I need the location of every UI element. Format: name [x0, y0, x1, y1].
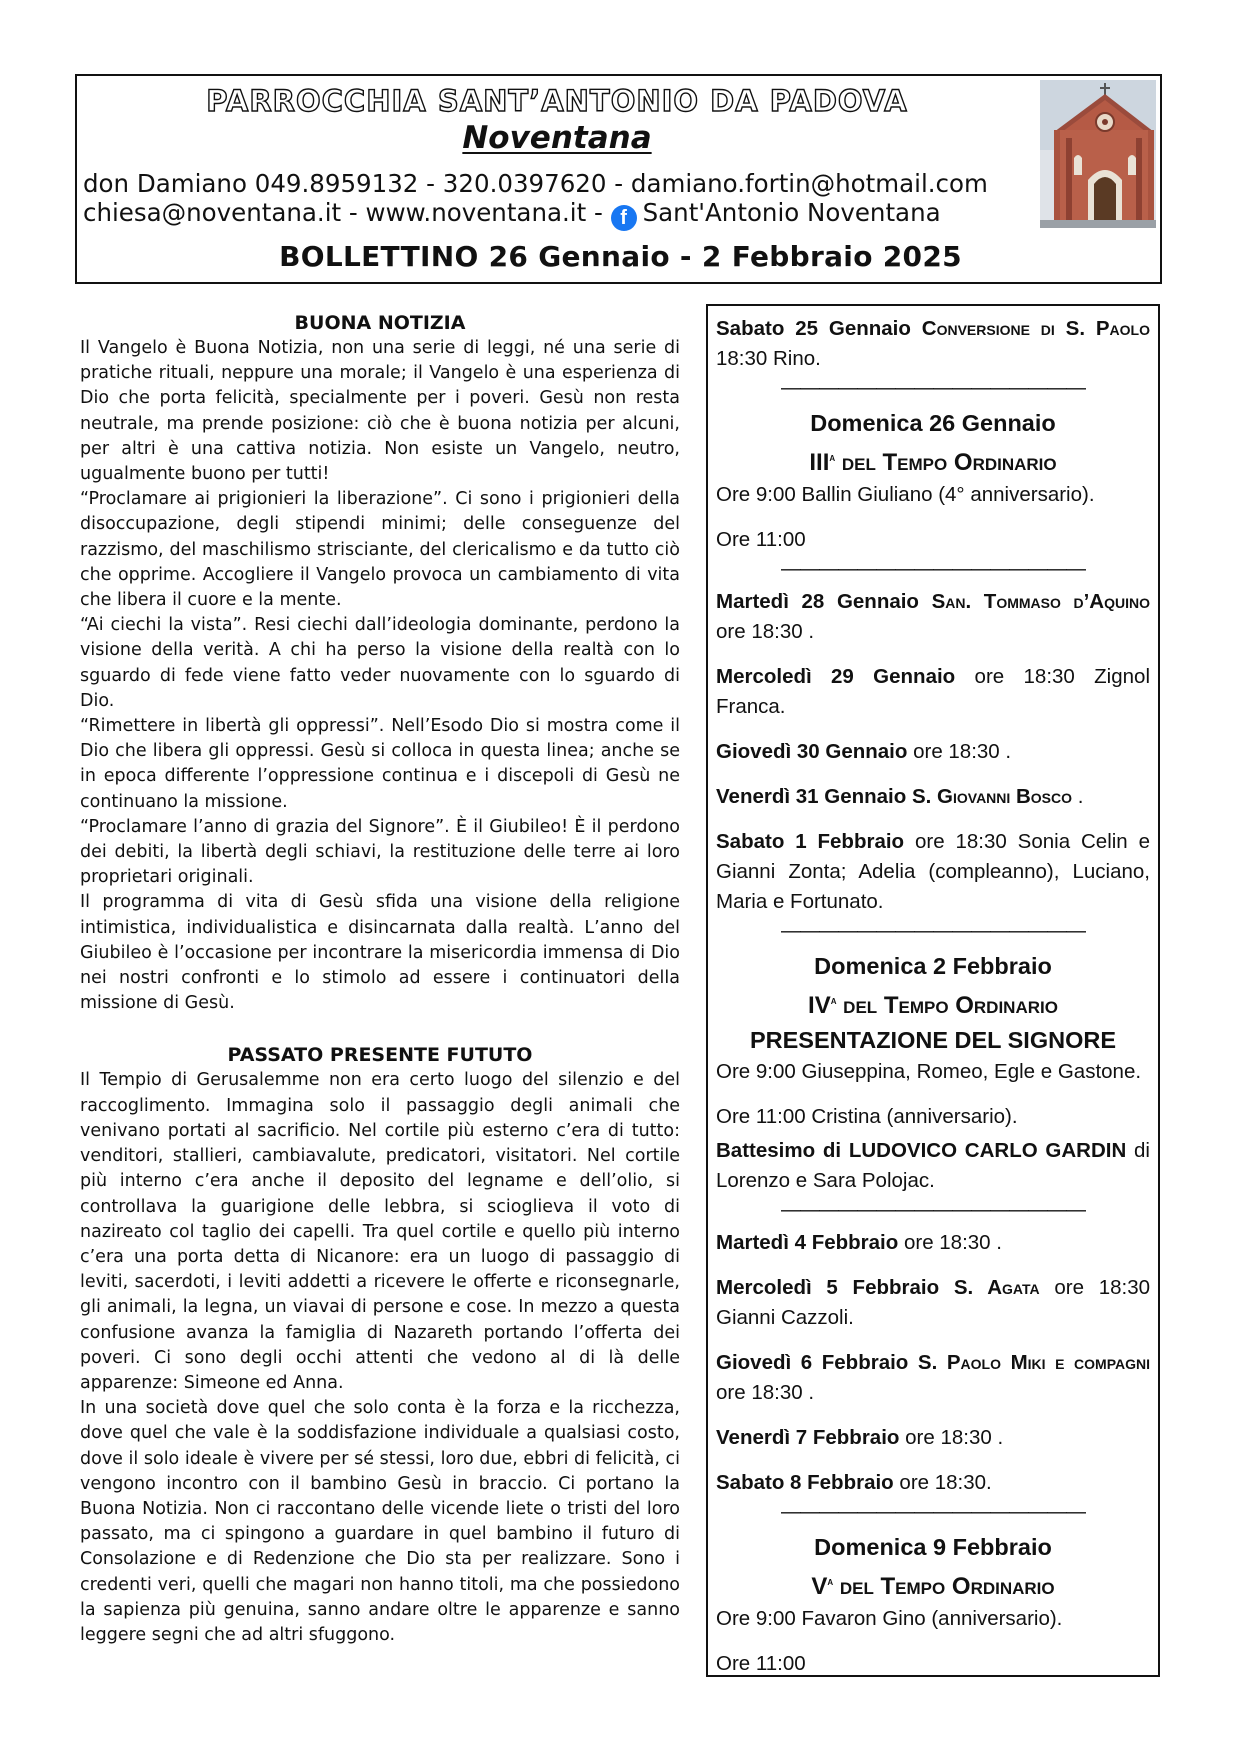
- entry-feast: Giovanni Bosco: [931, 785, 1073, 808]
- entry-day: Mercoledì 5 Febbraio S.: [716, 1276, 974, 1299]
- liturgy-name: del Tempo Ordinario: [833, 1573, 1055, 1600]
- schedule-entry-fri-7: [716, 1423, 1150, 1453]
- separator: ————————————————: [781, 377, 1085, 399]
- schedule-entry-sat-1: [716, 827, 1150, 917]
- article-paragraph: Il Tempio di Gerusalemme non era certo luogo del silenzio e del raccoglimento. Immagina solo il passaggio degli animali che venivano portati al sacrificio. Nel cortile più esterno c’era di tutto: venditori, stallieri, cambiavalute, predicatori, visitatori. Nel cortile più interno c’era anche il deposito del legname e dell’olio, si controllava la guarigione delle lebbra, si scioglieva il voto di nazireato col taglio dei capelli. Tra quel cortile e quello più interno c’era una porta detta di Nicanore: era un luogo di passaggio di leviti, sacerdoti, i leviti addetti a ricevere le offerte e riconsegnarle, gli animali, la legna, un viavai di persone e cose. In mezzo a questa confusione avanza la famiglia di Nazareth portando l’offerta dei poveri. Ci sono degli occhi attenti che vedono al di là delle apparenze: Simeone ed Anna.: [80, 1070, 680, 1393]
- town-name: Noventana: [462, 120, 652, 156]
- article-passato-presente: [80, 1042, 680, 1648]
- entry-detail: ore 18:30 .: [716, 1381, 815, 1404]
- entry-feast: Conversione di S. Paolo: [921, 317, 1150, 340]
- schedule-entry-sat-8: [716, 1468, 1150, 1498]
- schedule-entry-tue-4: [716, 1228, 1150, 1258]
- liturgy-ordinal: IV: [808, 992, 831, 1019]
- sunday-feast: PRESENTAZIONE DEL SIGNORE: [749, 1027, 1117, 1053]
- sunday-title: Domenica 2 Febbraio: [814, 953, 1052, 979]
- sunday-title: Domenica 26 Gennaio: [810, 410, 1056, 436]
- liturgy-name: del Tempo Ordinario: [836, 992, 1058, 1019]
- liturgy-name: del Tempo Ordinario: [835, 449, 1057, 476]
- entry-detail: ore 18:30 .: [898, 1231, 1002, 1254]
- liturgy-sup: a: [830, 993, 837, 1007]
- liturgy-ordinal: III: [809, 449, 830, 476]
- contact-church-text: chiesa@noventana.it - www.noventana.it -: [83, 198, 611, 227]
- entry-feast: Paolo Miki e compagni: [937, 1351, 1150, 1374]
- mass-schedule-box: [706, 304, 1160, 1677]
- entry-detail: ore 18:30 Sonia Celin e Gianni Zonta; Adelia (compleanno), Luciano, Maria e Fortunato.: [716, 830, 1150, 913]
- separator: ————————————————: [781, 558, 1085, 580]
- baptism-name: Battesimo di LUDOVICO CARLO GARDIN: [716, 1139, 1127, 1162]
- schedule-entry-sat-25: [716, 314, 1150, 374]
- sunday-title: Domenica 9 Febbraio: [814, 1534, 1052, 1560]
- article-paragraph: In una società dove quel che solo conta è la forza e la ricchezza, dove quel che vale è la soddisfazione individuale a qualsiasi costo, dove il solo ideale è vivere per sé stessi, loro due, ebbri di felicità, ci vengono incontro con il bambino Gesù in braccio. Ci portano la Buona Notizia. Non ci raccontano delle vicende liete o tristi del loro passato, ma ci spingono a guardare in quel bambino il futuro di Consolazione e di Redenzione che Dio sta per realizzare. Sono i credenti veri, quelli che magari non hanno titoli, ma che possiedono la sapienza più genuina, sanno andare oltre le apparenze e sanno leggere segni che ad altri sfuggono.: [80, 1398, 680, 1645]
- entry-day: Sabato 8 Febbraio: [716, 1471, 894, 1494]
- header-box: [75, 74, 1162, 284]
- contact-line-church: [83, 198, 941, 231]
- entry-detail: ore 18:30 .: [907, 740, 1012, 763]
- mass-entry: Ore 11:00: [716, 528, 806, 551]
- mass-entry: Ore 9:00 Favaron Gino (anniversario).: [716, 1607, 1063, 1630]
- mass-entry: Ore 9:00 Giuseppina, Romeo, Egle e Gastone.: [716, 1060, 1142, 1083]
- entry-detail: ore 18:30 Zignol Franca.: [716, 665, 1150, 718]
- facebook-page-name: Sant'Antonio Noventana: [642, 198, 941, 227]
- article-paragraph: “Rimettere in libertà gli oppressi”. Nell’Esodo Dio si mostra come il Dio che libera gli oppressi. Gesù si colloca in questa linea; anche se in epoca differente l’oppressione continua e i discepoli di Gesù ne continuano la missione.: [80, 716, 680, 812]
- entry-day: Martedì 4 Febbraio: [716, 1231, 899, 1254]
- contact-line-priest: don Damiano 049.8959132 - 320.0397620 - damiano.fortin@hotmail.com: [83, 169, 988, 198]
- liturgy-sup: a: [827, 1574, 834, 1588]
- parish-name: PARROCCHIA SANT’ANTONIO DA PADOVA: [206, 84, 908, 118]
- schedule-entry-fri-31: [716, 782, 1150, 812]
- schedule-entry-thu-6: [716, 1348, 1150, 1408]
- baptism-entry: [716, 1136, 1150, 1196]
- entry-feast: San. Tommaso d’Aquino: [918, 590, 1150, 613]
- entry-day: Giovedì 30 Gennaio: [716, 740, 908, 763]
- separator: ————————————————: [781, 1199, 1085, 1221]
- entry-detail: .: [1072, 785, 1084, 808]
- entry-day: Sabato 25 Gennaio: [716, 317, 911, 340]
- entry-day: Martedì 28 Gennaio: [716, 590, 919, 613]
- separator: ————————————————: [781, 1501, 1085, 1523]
- entry-day: Mercoledì 29 Gennaio: [716, 665, 956, 688]
- article-paragraph: “Proclamare l’anno di grazia del Signore”. È il Giubileo! È il perdono dei debiti, la libertà degli schiavi, la restituzione delle terre ai loro proprietari originali.: [80, 816, 680, 888]
- article-paragraph: Il Vangelo è Buona Notizia, non una serie di leggi, né una serie di pratiche rituali, neppure una morale; il Vangelo è una esperienza di Dio che porta felicità, specialmente per i poveri. Gesù non resta neutrale, ma prende posizione: ciò che è buona notizia per alcuni, per altri è una cattiva notizia. Non esiste un Vangelo, neutro, ugualmente buono per tutti!: [80, 338, 680, 485]
- mass-entry: Ore 9:00 Ballin Giuliano (4° anniversario).: [716, 483, 1095, 506]
- entry-feast: Agata: [973, 1276, 1040, 1299]
- entry-day: Venerdì 7 Febbraio: [716, 1426, 900, 1449]
- liturgy-ordinal: V: [811, 1573, 828, 1600]
- sunday-liturgy: [716, 983, 1150, 1023]
- entry-detail: ore 18:30 .: [899, 1426, 1004, 1449]
- entry-day: Giovedì 6 Febbraio S.: [716, 1351, 938, 1374]
- entry-day: Sabato 1 Febbraio: [716, 830, 905, 853]
- baptism-parents: di Lorenzo e Sara Polojac.: [716, 1139, 1150, 1192]
- entry-day: Venerdì 31 Gennaio S.: [716, 785, 932, 808]
- schedule-entry-thu-30: [716, 737, 1150, 767]
- articles-column: [80, 310, 680, 1648]
- sunday-liturgy: [716, 1564, 1150, 1604]
- bulletin-title: BOLLETTINO 26 Gennaio - 2 Febbraio 2025: [279, 240, 962, 273]
- article-heading: PASSATO PRESENTE FUTUTO: [227, 1044, 533, 1067]
- schedule-entry-tue-28: [716, 587, 1150, 647]
- church-photo: [1040, 80, 1156, 228]
- article-paragraph: “Proclamare ai prigionieri la liberazione”. Ci sono i prigionieri della disoccupazione, degli stipendi minimi; delle conseguenze del razzismo, del maschilismo strisciante, del clericalismo e da tutto ciò che opprime. Accogliere il Vangelo provoca un cambiamento di vita che libera il cuore e la mente.: [80, 489, 680, 611]
- article-paragraph: “Ai ciechi la vista”. Resi ciechi dall’ideologia dominante, perdono la visione della verità. A chi ha perso la visione della realtà con lo sguardo di fede viene fatto veder nuovamente con lo sguardo di Dio.: [80, 615, 680, 711]
- entry-detail: ore 18:30 .: [716, 620, 815, 643]
- liturgy-sup: a: [829, 450, 836, 464]
- facebook-icon: f: [611, 205, 637, 231]
- separator: ————————————————: [781, 920, 1085, 942]
- sunday-liturgy: [716, 440, 1150, 480]
- article-heading: BUONA NOTIZIA: [294, 312, 466, 334]
- schedule-entry-wed-5: [716, 1273, 1150, 1333]
- entry-detail: ore 18:30.: [893, 1471, 992, 1494]
- article-buona-notizia: [80, 310, 680, 1016]
- schedule-entry-wed-29: [716, 662, 1150, 722]
- entry-detail: ore 18:30 Gianni Cazzoli.: [716, 1276, 1151, 1329]
- article-paragraph: Il programma di vita di Gesù sfida una visione della religione intimistica, individualistica e disincarnata dalla realtà. L’anno del Giubileo è l’occasione per incontrare la misericordia immensa di Dio nei nostri confronti e lo stimolo ad essere i continuatori della missione di Gesù.: [80, 892, 680, 1014]
- mass-entry: Ore 11:00: [716, 1652, 806, 1675]
- mass-entry: Ore 11:00 Cristina (anniversario).: [716, 1105, 1018, 1128]
- entry-detail: 18:30 Rino.: [716, 347, 821, 370]
